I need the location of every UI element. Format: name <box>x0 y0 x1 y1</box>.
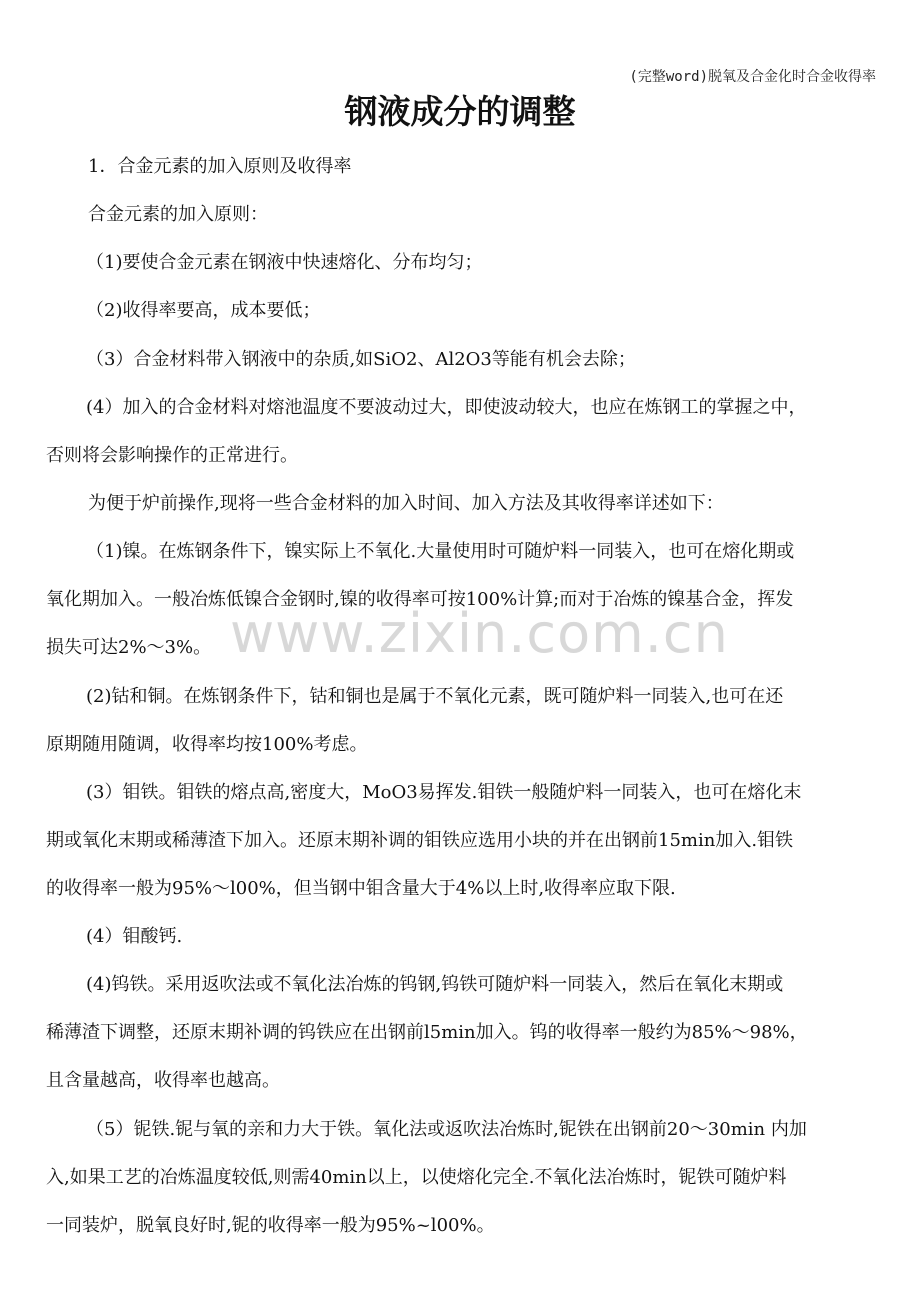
paragraph-line: (3）钼铁。钼铁的熔点高,密度大，MoO3易挥发.钼铁一般随炉料一同装入，也可在熔化末 <box>86 782 802 803</box>
paragraph-line: 合金元素的加入原则： <box>88 204 268 225</box>
paragraph-line: (2)钴和铜。在炼钢条件下，钴和铜也是属于不氧化元素，既可随炉料一同装入,也可在还 <box>86 686 784 707</box>
paragraph-line: 期或氧化末期或稀薄渣下加入。还原末期补调的钼铁应选用小块的并在出钢前15min加入.钼铁 <box>46 830 794 851</box>
document-header-note: (完整word)脱氧及合金化时合金收得率 <box>629 69 876 85</box>
paragraph-line: (4)钨铁。采用返吹法或不氧化法冶炼的钨钢,钨铁可随炉料一同装入，然后在氧化末期或 <box>86 974 784 995</box>
paragraph-line: 稀薄渣下调整，还原末期补调的钨铁应在出钢前l5min加入。钨的收得率一般约为85%～98%， <box>46 1022 808 1043</box>
page-title: 钢液成分的调整 <box>344 92 576 131</box>
paragraph-line: 原期随用随调，收得率均按100%考虑。 <box>46 734 368 755</box>
paragraph-line: 为便于炉前操作,现将一些合金材料的加入时间、加入方法及其收得率详述如下： <box>88 493 724 514</box>
paragraph-line: 损失可达2%～3%。 <box>46 637 212 658</box>
paragraph-line: 且含量越高，收得率也越高。 <box>46 1070 280 1091</box>
paragraph-line: 否则将会影响操作的正常进行。 <box>46 445 298 466</box>
watermark: www.zixin.com.cn <box>230 602 729 665</box>
section-heading: 1．合金元素的加入原则及收得率 <box>88 156 352 177</box>
paragraph-line: 一同装炉，脱氧良好时,铌的收得率一般为95%~l00%。 <box>46 1215 495 1236</box>
paragraph-line: (4）加入的合金材料对熔池温度不要波动过大，即使波动较大，也应在炼钢工的掌握之中， <box>86 397 807 418</box>
paragraph-line: （1)要使合金元素在钢液中快速熔化、分布均匀； <box>86 252 483 273</box>
paragraph-line: 的收得率一般为95%～l00%，但当钢中钼含量大于4%以上时,收得率应取下限. <box>46 878 676 899</box>
paragraph-line: (4）钼酸钙. <box>86 926 183 947</box>
paragraph-line: （2)收得率要高，成本要低； <box>86 300 321 321</box>
paragraph-line: （5）铌铁.铌与氧的亲和力大于铁。氧化法或返吹法冶炼时,铌铁在出钢前20～30min 内加 <box>86 1119 807 1140</box>
paragraph-line: （3）合金材料带入钢液中的杂质,如SiO2、Al2O3等能有机会去除； <box>86 349 636 370</box>
paragraph-line: （1)镍。在炼钢条件下，镍实际上不氧化.大量使用时可随炉料一同装入，也可在熔化期或 <box>86 541 795 562</box>
paragraph-line: 氧化期加入。一般冶炼低镍合金钢时,镍的收得率可按100%计算;而对于冶炼的镍基合金，挥发 <box>46 589 794 610</box>
paragraph-line: 入,如果工艺的冶炼温度较低,则需40min以上，以使熔化完全.不氧化法冶炼时，铌铁可随炉料 <box>46 1167 787 1188</box>
